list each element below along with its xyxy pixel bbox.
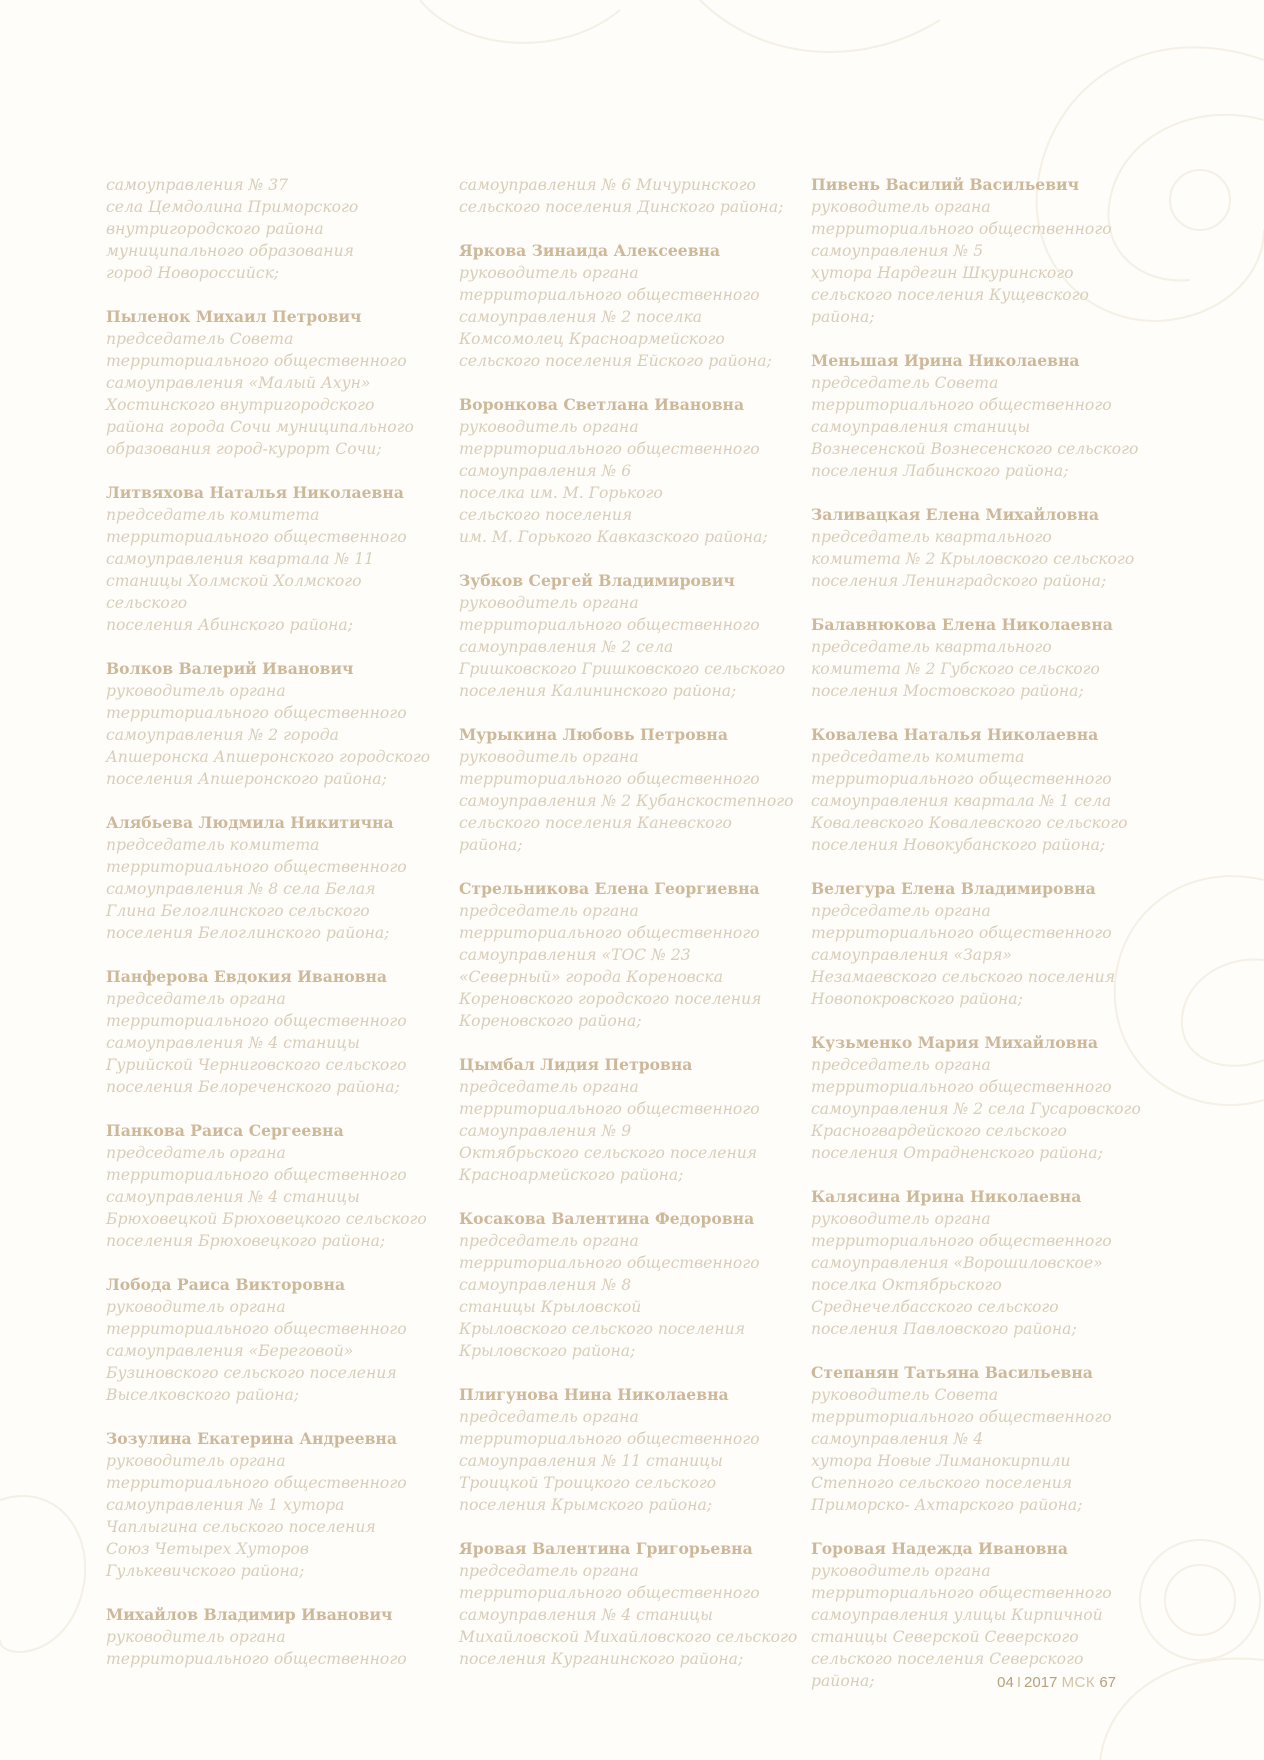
person-position: руководитель органа территориального общественного самоуправления улицы Кирпичной станицы Северской Северского сельского поселения Северского района; bbox=[811, 1562, 1112, 1690]
person-position: руководитель органа территориального общественного самоуправления № 2 села Гришковского Гришковского сельского поселения Калининского района; bbox=[459, 594, 786, 700]
magazine-name: МСК bbox=[1061, 1674, 1096, 1691]
directory-entry bbox=[106, 812, 446, 944]
directory-entry bbox=[106, 306, 446, 460]
person-position: председатель органа территориального общественного самоуправления № 8 станицы Крыловской Крыловского сельского поселения Крыловского района; bbox=[459, 1232, 760, 1360]
directory-entry bbox=[459, 240, 799, 372]
person-name: Зубков Сергей Владимирович bbox=[459, 571, 735, 590]
person-name: Волков Валерий Иванович bbox=[106, 659, 354, 678]
person-position: самоуправления № 37 села Цемдолина Приморского внутригородского района муниципального образования город Новороссийск; bbox=[106, 176, 359, 282]
directory-entry bbox=[106, 174, 446, 284]
person-position: руководитель органа территориального общественного самоуправления «Ворошиловское» поселка Октябрьского Среднечелбасского сельского поселения Павловского района; bbox=[811, 1210, 1112, 1338]
person-position: председатель органа территориального общественного самоуправления № 4 станицы Брюховецкой Брюховецкого сельского поселения Брюховецкого района; bbox=[106, 1144, 427, 1250]
directory-entry bbox=[106, 658, 446, 790]
person-position: председатель комитета территориального общественного самоуправления № 8 села Белая Глина Белоглинского сельского поселения Белоглинского района; bbox=[106, 836, 407, 942]
person-name: Балавнюкова Елена Николаевна bbox=[811, 615, 1113, 634]
person-name: Зозулина Екатерина Андреевна bbox=[106, 1429, 397, 1448]
person-name: Горовая Надежда Ивановна bbox=[811, 1539, 1069, 1558]
person-position: председатель органа территориального общественного самоуправления № 9 Октябрьского сельского поселения Красноармейского района; bbox=[459, 1078, 760, 1184]
person-name: Калясина Ирина Николаевна bbox=[811, 1187, 1082, 1206]
footer-separator: I bbox=[1016, 1674, 1022, 1691]
directory-entry bbox=[811, 614, 1151, 702]
directory-entry bbox=[459, 394, 799, 548]
issue-number: 04 bbox=[997, 1674, 1014, 1691]
person-name: Мурыкина Любовь Петровна bbox=[459, 725, 728, 744]
person-position: руководитель Совета территориального общественного самоуправления № 4 хутора Новые Лиманокирпили Степного сельского поселения Приморско- Ахтарского района; bbox=[811, 1386, 1112, 1514]
directory-entry bbox=[106, 482, 446, 636]
person-name: Степанян Татьяна Васильевна bbox=[811, 1363, 1093, 1382]
person-position: председатель органа территориального общественного самоуправления № 11 станицы Троицкой Троицкого сельского поселения Крымского района; bbox=[459, 1408, 760, 1514]
person-name: Ковалева Наталья Николаевна bbox=[811, 725, 1099, 744]
person-name: Воронкова Светлана Ивановна bbox=[459, 395, 745, 414]
directory-entry bbox=[106, 966, 446, 1098]
person-name: Заливацкая Елена Михайловна bbox=[811, 505, 1099, 524]
issue-year: 2017 bbox=[1024, 1674, 1058, 1691]
person-name: Алябьева Людмила Никитична bbox=[106, 813, 394, 832]
person-position: председатель комитета территориального общественного самоуправления квартала № 1 села Ковалевского Ковалевского сельского поселения Новокубанского района; bbox=[811, 748, 1128, 854]
person-name: Михайлов Владимир Иванович bbox=[106, 1605, 393, 1624]
directory-entry bbox=[459, 724, 799, 856]
person-name: Пивень Василий Васильевич bbox=[811, 175, 1080, 194]
person-position: руководитель органа территориального общественного самоуправления № 2 города Апшеронска Апшеронского городского поселения Апшеронского района; bbox=[106, 682, 431, 788]
directory-entry bbox=[811, 1186, 1151, 1340]
person-position: председатель квартального комитета № 2 Крыловского сельского поселения Ленинградского района; bbox=[811, 528, 1135, 590]
directory-entry bbox=[459, 1538, 799, 1670]
directory-entry bbox=[106, 1604, 446, 1670]
person-name: Плигунова Нина Николаевна bbox=[459, 1385, 729, 1404]
person-position: председатель органа территориального общественного самоуправления № 2 села Гусаровского Красногвардейского сельского поселения Отрадненского района; bbox=[811, 1056, 1141, 1162]
directory-entry bbox=[106, 1120, 446, 1252]
column-2 bbox=[459, 174, 799, 1692]
column-1 bbox=[106, 174, 446, 1692]
person-position: председатель органа территориального общественного самоуправления № 4 станицы Гурийской Черниговского сельского поселения Белореченского района; bbox=[106, 990, 407, 1096]
person-position: председатель Совета территориального общественного самоуправления «Малый Ахун» Хостинского внутригородского района города Сочи муниципального образования город-курорт Сочи; bbox=[106, 330, 414, 458]
person-position: руководитель органа территориального общественного самоуправления № 5 хутора Нардегин Шкуринского сельского поселения Кущевского района; bbox=[811, 198, 1112, 326]
person-name: Лобода Раиса Викторовна bbox=[106, 1275, 346, 1294]
directory-entry bbox=[459, 1384, 799, 1516]
person-name: Литвяхова Наталья Николаевна bbox=[106, 483, 404, 502]
directory-entry bbox=[459, 570, 799, 702]
directory-entry bbox=[811, 724, 1151, 856]
person-position: председатель Совета территориального общественного самоуправления станицы Вознесенской Вознесенского сельского поселения Лабинского района; bbox=[811, 374, 1139, 480]
person-position: председатель квартального комитета № 2 Губского сельского поселения Мостовского района; bbox=[811, 638, 1100, 700]
directory-entry bbox=[811, 1538, 1151, 1692]
directory-entry bbox=[811, 1362, 1151, 1516]
person-name: Яровая Валентина Григорьевна bbox=[459, 1539, 753, 1558]
directory-entry bbox=[811, 174, 1151, 328]
directory-entry bbox=[811, 504, 1151, 592]
person-position: председатель комитета территориального общественного самоуправления квартала № 11 станицы Холмской Холмского сельского поселения Абинского района; bbox=[106, 506, 407, 634]
person-name: Панкова Раиса Сергеевна bbox=[106, 1121, 344, 1140]
person-position: председатель органа территориального общественного самоуправления «Заря» Незамаевского сельского поселения Новопокровского района; bbox=[811, 902, 1116, 1008]
person-name: Велегура Елена Владимировна bbox=[811, 879, 1096, 898]
person-name: Пыленок Михаил Петрович bbox=[106, 307, 362, 326]
directory-entry bbox=[106, 1274, 446, 1406]
page-number: 67 bbox=[1099, 1674, 1116, 1691]
directory-entry bbox=[459, 878, 799, 1032]
person-position: руководитель органа территориального общественного самоуправления № 2 поселка Комсомолец Красноармейского сельского поселения Ейского района; bbox=[459, 264, 772, 370]
person-name: Панферова Евдокия Ивановна bbox=[106, 967, 388, 986]
person-name: Стрельникова Елена Георгиевна bbox=[459, 879, 760, 898]
person-name: Кузьменко Мария Михайловна bbox=[811, 1033, 1098, 1052]
column-3 bbox=[811, 174, 1151, 1714]
directory-entry bbox=[106, 1428, 446, 1582]
directory-entry bbox=[459, 174, 799, 218]
directory-entry bbox=[459, 1208, 799, 1362]
directory-entry bbox=[811, 878, 1151, 1010]
person-name: Меньшая Ирина Николаевна bbox=[811, 351, 1080, 370]
person-position: руководитель органа территориального общественного самоуправления № 6 поселка им. М. Горького сельского поселения им. М. Горького Кавказского района; bbox=[459, 418, 768, 546]
person-position: председатель органа территориального общественного самоуправления «ТОС № 23 «Северный» города Кореновска Кореновского городского поселения Кореновского района; bbox=[459, 902, 762, 1030]
directory-entry bbox=[459, 1054, 799, 1186]
directory-entry bbox=[811, 1032, 1151, 1164]
person-position: руководитель органа территориального общественного самоуправления «Береговой» Бузиновского сельского поселения Выселковского района; bbox=[106, 1298, 407, 1404]
person-position: председатель органа территориального общественного самоуправления № 4 станицы Михайловской Михайловского сельского поселения Курганинского района; bbox=[459, 1562, 798, 1668]
person-position: руководитель органа территориального общественного самоуправления № 2 Кубанскостепного сельского поселения Каневского района; bbox=[459, 748, 794, 854]
person-position: самоуправления № 6 Мичуринского сельского поселения Динского района; bbox=[459, 176, 784, 216]
person-name: Яркова Зинаида Алексеевна bbox=[459, 241, 721, 260]
person-position: руководитель органа территориального общественного самоуправления № 1 хутора Чаплыгина сельского поселения Союз Четырех Хуторов Гулькевичского района; bbox=[106, 1452, 407, 1580]
person-name: Косакова Валентина Федоровна bbox=[459, 1209, 755, 1228]
person-position: руководитель органа территориального общественного bbox=[106, 1628, 407, 1668]
directory-entry bbox=[811, 350, 1151, 482]
page-footer bbox=[0, 1674, 1116, 1691]
person-name: Цымбал Лидия Петровна bbox=[459, 1055, 693, 1074]
